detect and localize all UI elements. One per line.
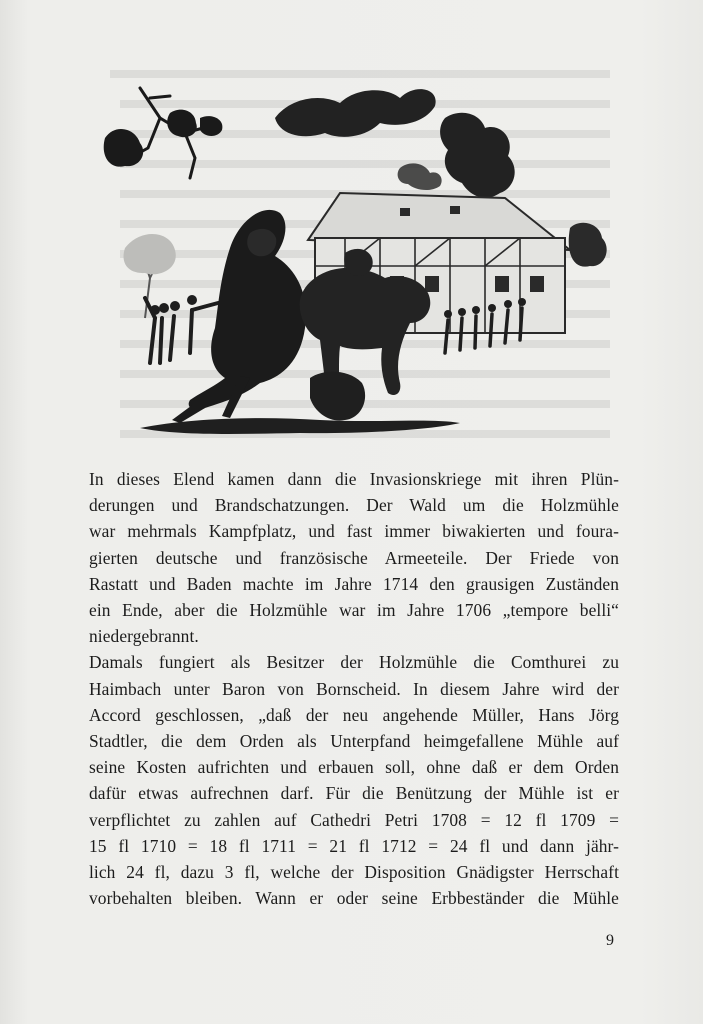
body-line: niedergebrannt. — [89, 626, 199, 647]
body-line: 15 fl 1710 = 18 fl 1711 = 21 fl 1712 = 24 fl und dann jähr- — [89, 835, 619, 856]
paragraph-invasion-wars — [89, 466, 619, 649]
body-line: verpflichtet zu zahlen auf Cathedri Petri 1708 = 12 fl 1709 = — [89, 809, 619, 830]
body-line: gierten deutsche und französische Armeeteile. Der Friede von — [89, 547, 619, 568]
body-line: dafür etwas aufrechnen darf. Für die Benützung der Mühle ist er — [89, 783, 619, 804]
body-line: Stadtler, die dem Orden als Unterpfand heimgefallene Mühle auf — [89, 731, 619, 752]
paragraph-comthurei — [89, 649, 619, 911]
body-line: lich 24 fl, dazu 3 fl, welche der Disposition Gnädigster Herrschaft — [89, 862, 619, 883]
body-line: Damals fungiert als Besitzer der Holzmühle die Comthurei zu — [89, 652, 619, 673]
body-line: vorbehalten bleiben. Wann er oder seine Erbbeständer die Mühle — [89, 888, 619, 909]
body-line: derungen und Brandschatzungen. Der Wald um die Holzmühle — [89, 495, 619, 516]
body-line: seine Kosten aufrichten und erbauen soll, ohne daß er dem Orden — [89, 757, 619, 778]
body-line: ein Ende, aber die Holzmühle war im Jahre 1706 „tempore belli“ — [89, 600, 619, 621]
body-line: Accord geschlossen, „daß der neu angehende Müller, Hans Jörg — [89, 704, 619, 725]
body-line: In dieses Elend kamen dann die Invasionskriege mit ihren Plün- — [89, 469, 619, 489]
body-line: war mehrmals Kampfplatz, und fast immer biwakierten und foura- — [89, 521, 619, 542]
body-line: Haimbach unter Baron von Bornscheid. In diesem Jahre wird der — [89, 678, 619, 699]
page-number: 9 — [606, 932, 614, 949]
battle-scene-illustration — [100, 78, 620, 453]
body-text — [89, 466, 619, 911]
body-line: Rastatt und Baden machte im Jahre 1714 den grausigen Zuständen — [89, 573, 619, 594]
